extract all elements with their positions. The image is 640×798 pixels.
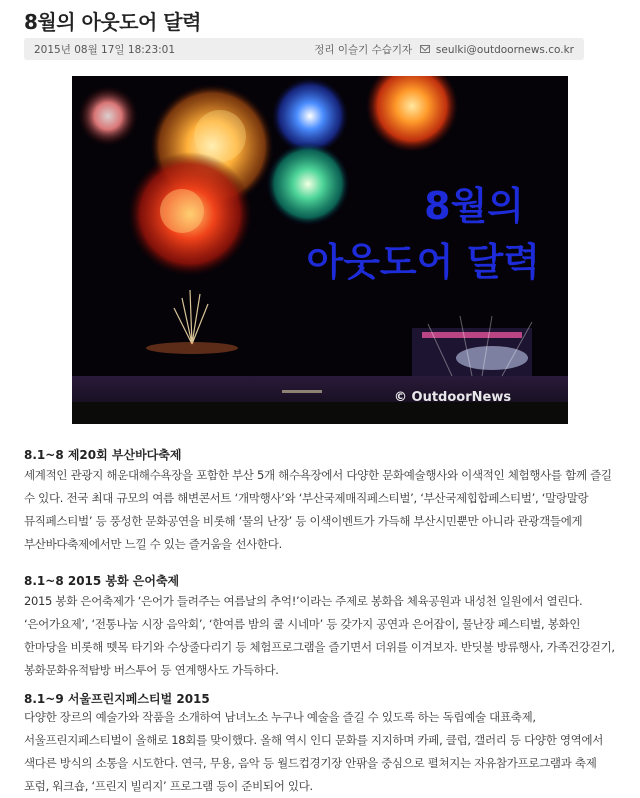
section-heading-1: 8.1~8 제20회 부산바다축제 xyxy=(24,448,182,462)
watermark-text: © OutdoorNews xyxy=(394,390,512,405)
article-meta-bar xyxy=(24,38,584,60)
mail-icon xyxy=(420,45,430,53)
author-email[interactable]: seulki@outdoornews.co.kr xyxy=(435,44,574,56)
section-heading-2: 8.1~8 2015 봉화 은어축제 xyxy=(24,574,180,588)
section-heading-3: 8.1~9 서울프린지페스티벌 2015 xyxy=(24,692,210,706)
hero-caption-line2: 아웃도어 달력 xyxy=(306,240,540,284)
hero-caption-2 xyxy=(222,240,540,284)
section-body-3: 다양한 장르의 예술가와 작품을 소개하여 남녀노소 누구나 예술을 즐길 수 있도록 하는 독립예술 대표축제, 서울프린지페스티벌이 올해로 18회를 맞이했다. 올해 역시 인디 문화를 지지하며 카페, 클럽, 갤러리 등 다양한 영역에서 색다른 방식의 소통을 시도한다. 연극, 무용, 음악 등 월드컵경기장 안팎을 중심으로 펼쳐지는 자유참가프로그램과 축제 포럼, 워크숍, ‘프린지 빌리지’ 프로그램 등이 준비되어 있다. xyxy=(24,710,604,793)
section-body-2: 2015 봉화 은어축제가 ‘은어가 들려주는 여름날의 추억!’이라는 주제로 봉화읍 체육공원과 내성천 일원에서 열린다. ‘은어가요제’, ‘전통나눔 시장 음악회’, ‘한여름 밤의 쿨 시네마’ 등 갖가지 공연과 은어잡이, 물난장 페스티벌, 봉화인 한마당을 비롯해 뗏목 타기와 수상줄다리기 등 체험프로그램을 즐기면서 더위를 이겨보자. 반딧불 방류행사, 가족건강걷기, 봉화문화유적탐방 버스투어 등 연계행사도 가득하다. xyxy=(24,594,615,677)
section-body-1: 세계적인 관광지 해운대해수욕장을 포함한 부산 5개 해수욕장에서 다양한 문화예술행사와 이색적인 체험행사를 함께 즐길 수 있다. 전국 최대 규모의 여름 해변콘서트 ‘개막행사’와 ‘부산국제매직페스티벌’, ‘부산국제힙합페스티벌’, ‘말랑말랑 뮤직페스티벌’ 등 풍성한 문화공연을 비롯해 ‘물의 난장’ 등 이색이벤트가 가득해 부산시민뿐만 아니라 관광객들에게 부산바다축제에서만 느낄 수 있는 즐거움을 선사한다. xyxy=(24,468,612,551)
hero-caption-line1: 8월의 xyxy=(424,184,524,228)
watermark xyxy=(394,390,511,405)
byline: 정리 이슬기 수습기자 xyxy=(314,44,413,56)
byline-group xyxy=(314,42,574,57)
hero-caption xyxy=(402,184,524,228)
publish-date: 2015년 08월 17일 18:23:01 xyxy=(34,44,176,56)
article-title: 8월의 아웃도어 달력 xyxy=(24,10,201,34)
hero-image xyxy=(72,76,568,424)
